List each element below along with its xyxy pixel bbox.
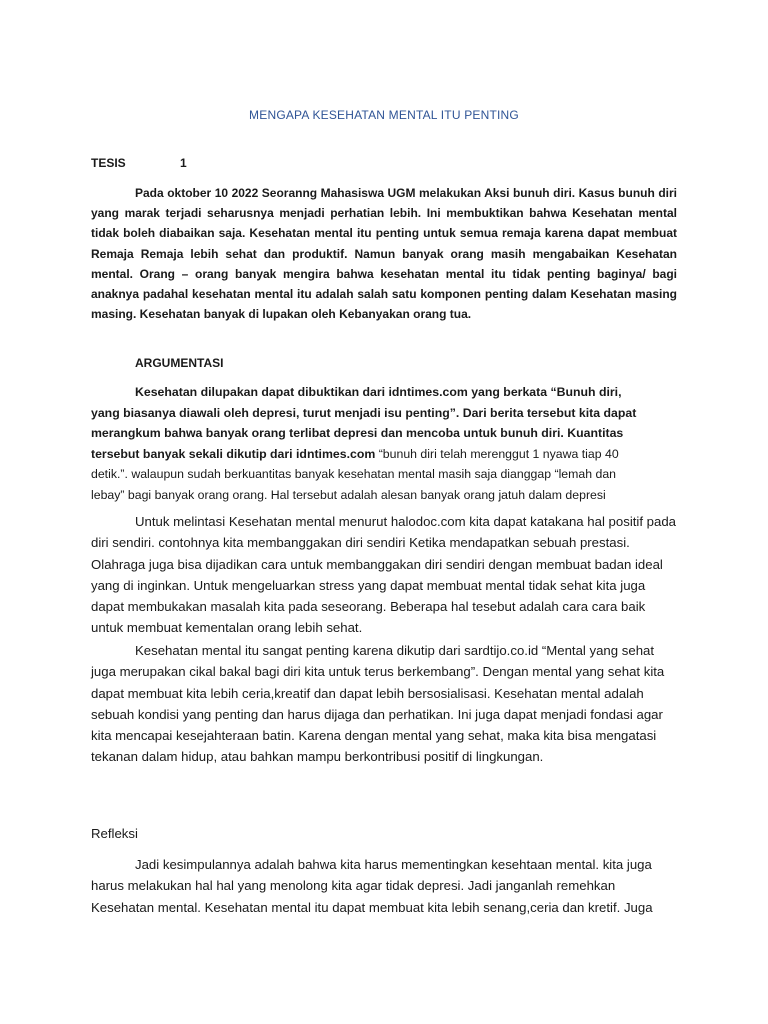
thesis-paragraph: Pada oktober 10 2022 Seoranng Mahasiswa UGM melakukan Aksi bunuh diri. Kasus bunuh diri yang marak terjadi seharusnya menjadi perhatian lebih. Ini membuktikan bahwa Kesehatan mental tidak boleh diabaikan saja. Kesehatan mental itu penting untuk semua remaja karena dapat membuat Remaja Remaja lebih sehat dan produktif. Namun banyak orang masih mengabaikan Kesehatan mental. Orang – orang banyak mengira bahwa kesehatan mental itu tidak penting baginya/ bagi anaknya padahal kesehatan mental itu adalah salah satu komponen penting dalam Kesehatan masing masing. Kesehatan banyak di lupakan oleh Kebanyakan orang tua. [91, 186, 677, 322]
argument-paragraph-1 [91, 382, 646, 506]
thesis-number: 1 [180, 156, 187, 170]
argument-paragraph-3: Kesehatan mental itu sangat penting karena dikutip dari sardtijo.co.id “Mental yang sehat juga merupakan cikal bakal bagi diri kita untuk terus berkembang”. Dengan mental yang sehat kita dapat membuat kita lebih ceria,kreatif dan dapat lebih bersosialisasi. Kesehatan mental adalah sebuah kondisi yang penting dan harus dijaga dan perhatikan. Ini juga dapat menjadi fondasi agar kita mencapai kesejahteraan batin. Karena dengan mental yang sehat, maka kita bisa mengatasi tekanan dalam hidup, atau bahkan mampu berkontribusi positif di lingkungan. [91, 643, 665, 765]
thesis-heading: TESIS [91, 156, 126, 170]
argument-heading: ARGUMENTASI [135, 356, 224, 370]
argument-paragraph-1-lead: Kesehatan dilupakan dapat dibuktikan dari idntimes.com yang berkata [135, 385, 548, 399]
reflection-heading: Refleksi [91, 826, 138, 841]
document-title: MENGAPA KESEHATAN MENTAL ITU PENTING [249, 108, 519, 122]
argument-paragraph-1-rest: “bunuh diri telah merenggut 1 nyawa tiap 40 detik.”. walaupun sudah berkuantitas banyak kesehatan mental masih saja dianggap “lemah dan lebay” bagi banyak orang orang. Hal tersebut adalah alesan banyak orang jatuh dalam depresi [91, 446, 619, 502]
argument-paragraph-1-quote: “Bunuh diri, yang biasanya diawali oleh depresi, turut menjadi isu penting”. Dari berita tersebut kita dapat merangkum bahwa banyak orang terlibat depresi dan mencoba untuk bunuh diri. Kuantitas tersebut banyak sekali dikutip dari idntimes.com [91, 385, 637, 461]
reflection-paragraph: Jadi kesimpulannya adalah bahwa kita harus mementingkan kesehtaan mental. kita juga harus melakukan hal hal yang menolong kita agar tidak depresi. Jadi janganlah remehkan Kesehatan mental. Kesehatan mental itu dapat membuat kita lebih senang,ceria dan kretif. Juga [91, 857, 653, 915]
argument-paragraph-2: Untuk melintasi Kesehatan mental menurut halodoc.com kita dapat katakana hal positif pada diri sendiri. contohnya kita membanggakan diri sendiri Ketika mendapatkan sebuah prestasi. Olahraga juga bisa dijadikan cara untuk membanggakan diri sendiri dengan membuat badan ideal yang di inginkan. Untuk mengeluarkan stress yang dapat membuat mental tidak sehat kita juga dapat membukakan masalah kita pada seseorang. Beberapa hal tesebut adalah cara cara baik untuk membuat kementalan orang lebih sehat. [91, 514, 677, 636]
